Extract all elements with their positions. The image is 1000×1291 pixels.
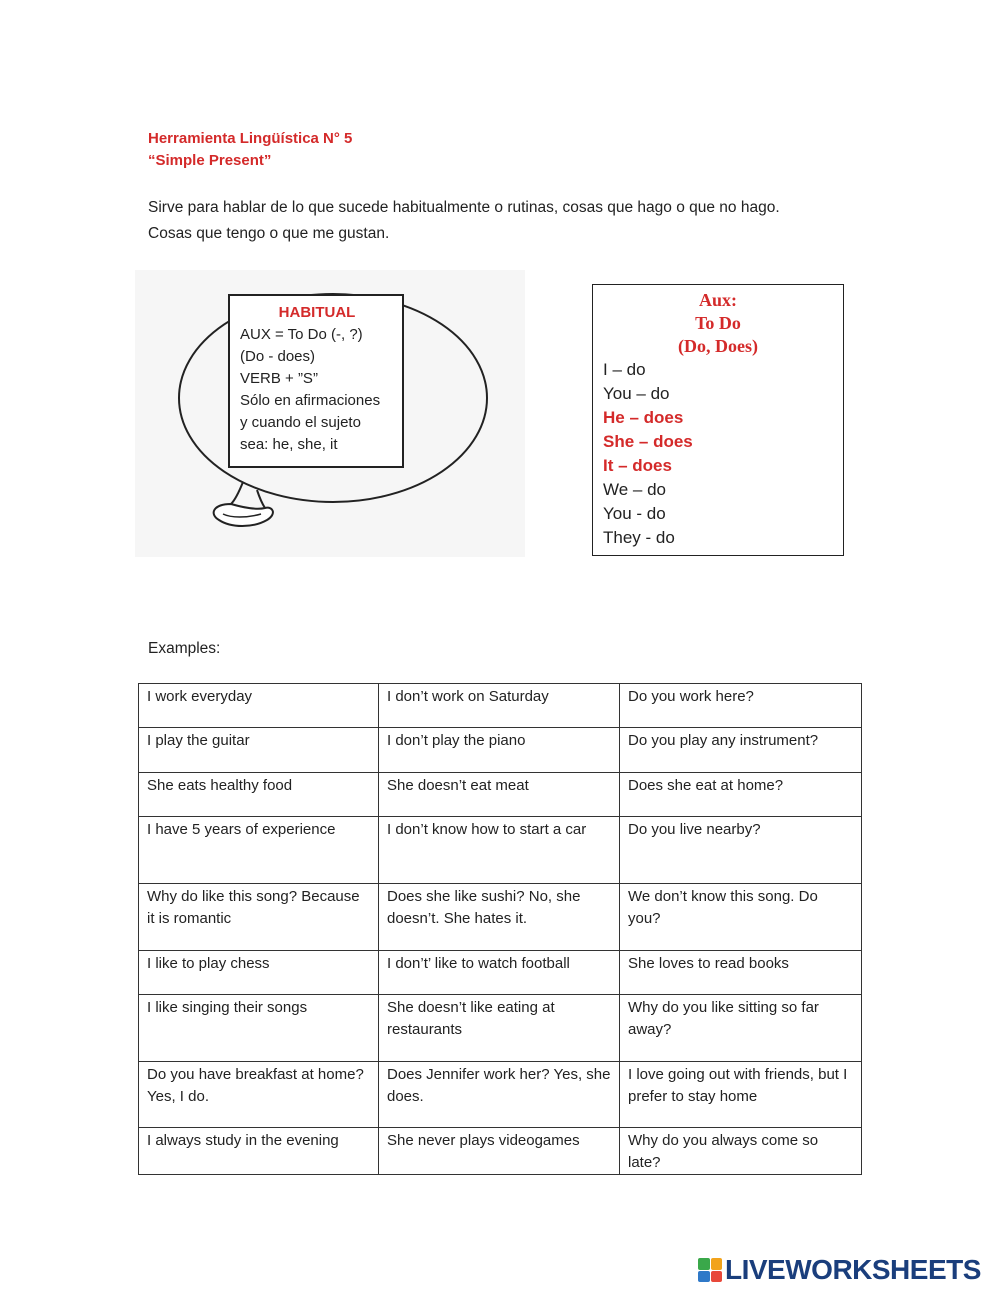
table-cell: I don’t play the piano xyxy=(379,728,620,773)
title-line-1: Herramienta Lingüística N° 5 xyxy=(148,130,353,147)
examples-table xyxy=(138,683,862,1175)
table-cell: Why do like this song? Because it is romantic xyxy=(139,884,379,951)
table-cell: I always study in the evening xyxy=(139,1128,379,1175)
table-row xyxy=(139,1128,862,1175)
table-row xyxy=(139,684,862,728)
table-cell: Why do you always come so late? xyxy=(620,1128,862,1175)
logo-blocks-icon xyxy=(698,1258,722,1282)
aux-line-you-plural: You - do xyxy=(603,504,666,523)
table-cell: Do you live nearby? xyxy=(620,817,862,884)
habitual-title: HABITUAL xyxy=(278,304,356,321)
aux-line-he: He – does xyxy=(603,408,684,427)
aux-line-we: We – do xyxy=(603,480,667,499)
habitual-line: VERB + ”S” xyxy=(240,370,318,387)
habitual-line: sea: he, she, it xyxy=(240,436,338,453)
habitual-box xyxy=(228,294,404,468)
table-cell: Does she eat at home? xyxy=(620,773,862,817)
intro-paragraph xyxy=(148,195,868,247)
table-row xyxy=(139,817,862,884)
table-cell: She never plays videogames xyxy=(379,1128,620,1175)
aux-line-i: I – do xyxy=(603,360,646,379)
table-cell: I work everyday xyxy=(139,684,379,728)
examples-label: Examples: xyxy=(148,640,221,657)
aux-box xyxy=(592,284,844,556)
aux-line-they: They - do xyxy=(603,528,675,547)
table-row xyxy=(139,1062,862,1128)
table-cell: I like to play chess xyxy=(139,951,379,995)
table-row xyxy=(139,773,862,817)
logo-block xyxy=(711,1271,723,1283)
title-line-2: “Simple Present” xyxy=(148,152,272,169)
intro-line-1: Sirve para hablar de lo que sucede habitualmente o rutinas, cosas que hago o que no hago. xyxy=(148,199,780,216)
table-cell: I don’t’ like to watch football xyxy=(379,951,620,995)
table-cell: I don’t know how to start a car xyxy=(379,817,620,884)
table-row xyxy=(139,728,862,773)
aux-title-line-1: Aux: xyxy=(698,290,737,310)
table-cell: I don’t work on Saturday xyxy=(379,684,620,728)
aux-line-you: You – do xyxy=(603,384,670,403)
habitual-line: y cuando el sujeto xyxy=(240,414,361,431)
table-cell: I like singing their songs xyxy=(139,995,379,1062)
table-cell: Do you have breakfast at home? Yes, I do. xyxy=(139,1062,379,1128)
intro-line-2: Cosas que tengo o que me gustan. xyxy=(148,225,390,242)
table-cell: She loves to read books xyxy=(620,951,862,995)
aux-title-line-2: To Do xyxy=(695,313,741,333)
habitual-line: (Do - does) xyxy=(240,348,316,365)
table-cell: I play the guitar xyxy=(139,728,379,773)
table-row xyxy=(139,951,862,995)
table-cell: Does Jennifer work her? Yes, she does. xyxy=(379,1062,620,1128)
table-cell: I have 5 years of experience xyxy=(139,817,379,884)
habitual-line: AUX = To Do (-, ?) xyxy=(240,326,363,343)
liveworksheets-logo[interactable] xyxy=(698,1255,981,1285)
table-cell: She doesn’t like eating at restaurants xyxy=(379,995,620,1062)
table-cell: Do you work here? xyxy=(620,684,862,728)
aux-title-line-3: (Do, Does) xyxy=(678,336,758,356)
table-cell: We don’t know this song. Do you? xyxy=(620,884,862,951)
table-cell: Why do you like sitting so far away? xyxy=(620,995,862,1062)
logo-text: LIVEWORKSHEETS xyxy=(725,1254,981,1285)
logo-block xyxy=(711,1258,723,1270)
aux-line-it: It – does xyxy=(603,456,672,475)
table-cell: She doesn’t eat meat xyxy=(379,773,620,817)
table-cell: I love going out with friends, but I prefer to stay home xyxy=(620,1062,862,1128)
logo-block xyxy=(698,1258,710,1270)
table-cell: Do you play any instrument? xyxy=(620,728,862,773)
habitual-line: Sólo en afirmaciones xyxy=(240,392,381,409)
table-cell: Does she like sushi? No, she doesn’t. She hates it. xyxy=(379,884,620,951)
table-row xyxy=(139,884,862,951)
aux-line-she: She – does xyxy=(603,432,693,451)
table-cell: She eats healthy food xyxy=(139,773,379,817)
logo-block xyxy=(698,1271,710,1283)
table-row xyxy=(139,995,862,1062)
document-title xyxy=(148,128,352,172)
